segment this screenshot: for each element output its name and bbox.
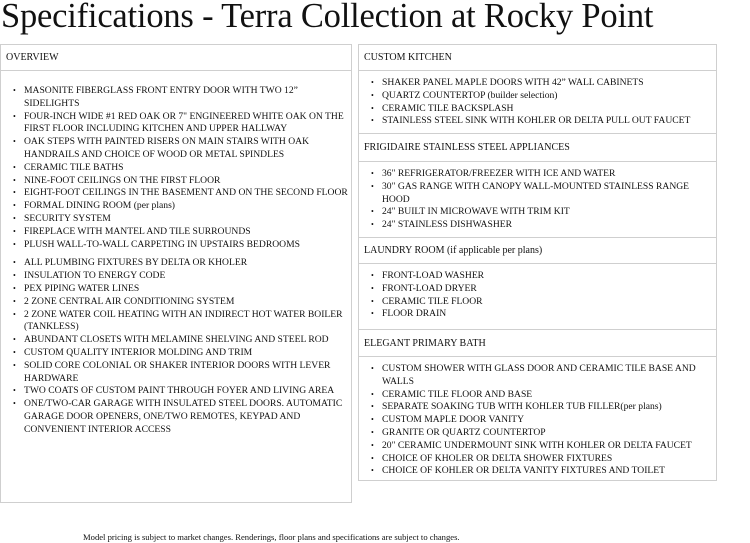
list-item: • GRANITE OR QUARTZ COUNTERTOP [359,427,716,440]
list-item: • CERAMIC TILE BATHS [1,162,351,175]
list-item: • INSULATION TO ENERGY CODE [1,270,351,283]
list-item: • NINE-FOOT CEILINGS ON THE FIRST FLOOR [1,175,351,188]
list-item: • MASONITE FIBERGLASS FRONT ENTRY DOOR WITH TWO 12” SIDELIGHTS [1,85,351,111]
list-item: • ALL PLUMBING FIXTURES BY DELTA OR KHOLER [1,257,351,270]
list-item: • QUARTZ COUNTERTOP (builder selection) [359,90,716,103]
list-item: • ABUNDANT CLOSETS WITH MELAMINE SHELVING AND STEEL ROD [1,334,351,347]
appliances-list [359,168,716,232]
list-item: • PLUSH WALL-TO-WALL CARPETING IN UPSTAIRS BEDROOMS [1,239,351,252]
overview-heading: OVERVIEW [1,45,351,71]
list-item: • SECURITY SYSTEM [1,213,351,226]
list-item: • PEX PIPING WATER LINES [1,283,351,296]
list-item: • EIGHT-FOOT CEILINGS IN THE BASEMENT AND ON THE SECOND FLOOR [1,187,351,200]
laundry-heading: LAUNDRY ROOM (if applicable per plans) [359,238,716,264]
appliances-heading: FRIGIDAIRE STAINLESS STEEL APPLIANCES [359,134,716,162]
overview-list-b [1,257,351,436]
list-item: • SHAKER PANEL MAPLE DOORS WITH 42” WALL CABINETS [359,77,716,90]
list-item: • 24" BUILT IN MICROWAVE WITH TRIM KIT [359,206,716,219]
list-item: • CERAMIC TILE FLOOR [359,296,716,309]
list-item: • FORMAL DINING ROOM (per plans) [1,200,351,213]
list-item: • FRONT-LOAD WASHER [359,270,716,283]
bath-list [359,363,716,478]
list-item: • 24" STAINLESS DISHWASHER [359,219,716,232]
list-item: • SOLID CORE COLONIAL OR SHAKER INTERIOR DOORS WITH LEVER HARDWARE [1,360,351,386]
list-item: • 2 ZONE CENTRAL AIR CONDITIONING SYSTEM [1,296,351,309]
list-item: • CERAMIC TILE FLOOR AND BASE [359,389,716,402]
list-item: • 30" GAS RANGE WITH CANOPY WALL-MOUNTED STAINLESS RANGE HOOD [359,181,716,207]
list-item: • 2 ZONE WATER COIL HEATING WITH AN INDIRECT HOT WATER BOILER (TANKLESS) [1,309,351,335]
list-item: • TWO COATS OF CUSTOM PAINT THROUGH FOYER AND LIVING AREA [1,385,351,398]
bath-heading: ELEGANT PRIMARY BATH [359,330,716,357]
list-item: • FIREPLACE WITH MANTEL AND TILE SURROUNDS [1,226,351,239]
overview-panel [0,44,352,503]
list-item: • CUSTOM QUALITY INTERIOR MOLDING AND TRIM [1,347,351,360]
list-item: • OAK STEPS WITH PAINTED RISERS ON MAIN STAIRS WITH OAK HANDRAILS AND CHOICE OF WOOD OR METAL SPINDLES [1,136,351,162]
list-item: • FRONT-LOAD DRYER [359,283,716,296]
kitchen-list [359,77,716,128]
features-panel [358,44,717,481]
list-item: • CHOICE OF KHOLER OR DELTA SHOWER FIXTURES [359,453,716,466]
list-item: • SEPARATE SOAKING TUB WITH KOHLER TUB FILLER(per plans) [359,401,716,414]
list-item: • CHOICE OF KOHLER OR DELTA VANITY FIXTURES AND TOILET [359,465,716,478]
list-item: • STAINLESS STEEL SINK WITH KOHLER OR DELTA PULL OUT FAUCET [359,115,716,128]
list-item: • FOUR-INCH WIDE #1 RED OAK OR 7" ENGINEERED WHITE OAK ON THE FIRST FLOOR INCLUDING KITCHEN AND UPPER HALLWAY [1,111,351,137]
footnote: Model pricing is subject to market changes. Renderings, floor plans and specifications are subject to changes. [83,532,460,542]
laundry-list [359,270,716,321]
list-item: • CERAMIC TILE BACKSPLASH [359,103,716,116]
kitchen-heading: CUSTOM KITCHEN [359,45,716,71]
list-item: • 36" REFRIGERATOR/FREEZER WITH ICE AND WATER [359,168,716,181]
list-item: • CUSTOM MAPLE DOOR VANITY [359,414,716,427]
page-title: Specifications - Terra Collection at Rocky Point [1,0,654,35]
overview-list-a [1,85,351,251]
list-item: • FLOOR DRAIN [359,308,716,321]
list-item: • CUSTOM SHOWER WITH GLASS DOOR AND CERAMIC TILE BASE AND WALLS [359,363,716,389]
list-item: • 20" CERAMIC UNDERMOUNT SINK WITH KOHLER OR DELTA FAUCET [359,440,716,453]
list-item: • ONE/TWO-CAR GARAGE WITH INSULATED STEEL DOORS. AUTOMATIC GARAGE DOOR OPENERS, ONE/TWO REMOTES, KEYPAD AND CONVENIENT INTERIOR ACCESS [1,398,351,436]
